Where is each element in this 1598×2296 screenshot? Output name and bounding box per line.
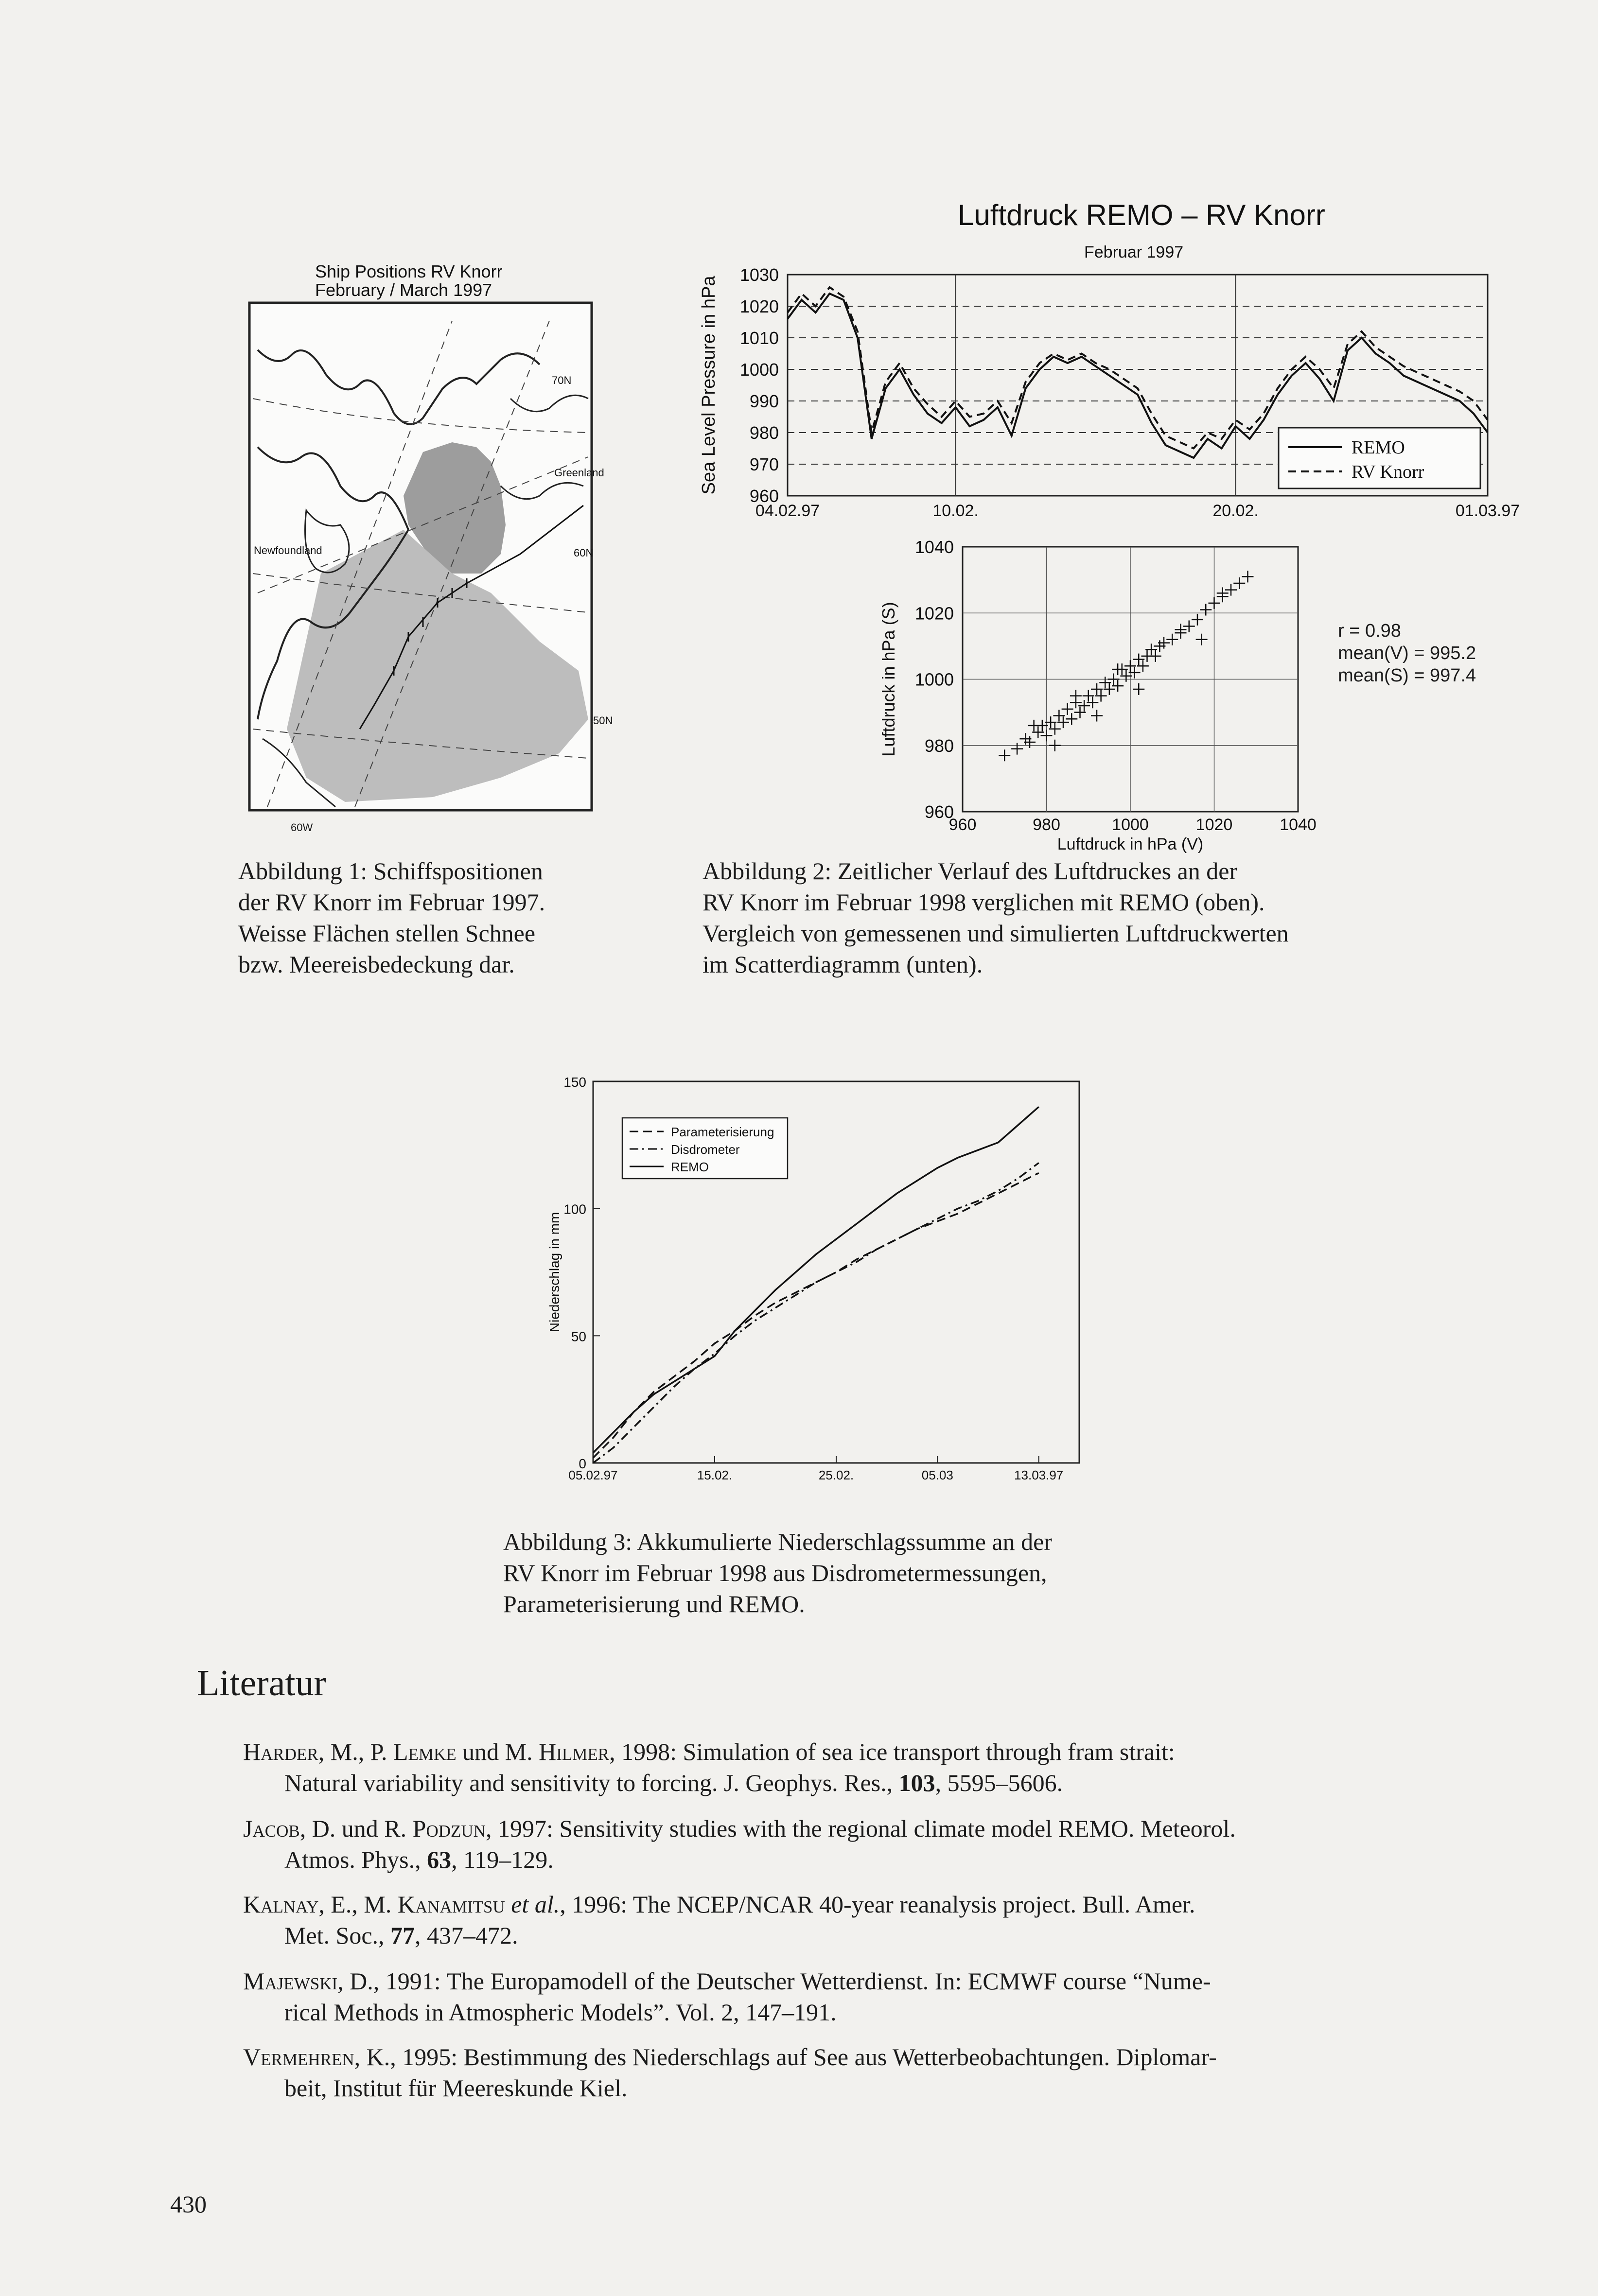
y-axis-label: Luftdruck in hPa (S) — [878, 602, 898, 757]
page-number: 430 — [170, 2191, 207, 2218]
figure2-subtitle: Februar 1997 — [1084, 243, 1184, 261]
reference-majewski — [243, 1966, 1463, 2028]
y-axis-label: Niederschlag in mm — [547, 1212, 562, 1333]
figure2-title: Luftdruck REMO – RV Knorr — [958, 199, 1325, 231]
ref-text: , 1998: Simulation of sea ice transport through fram strait: — [609, 1738, 1175, 1765]
ref-text: Atmos. Phys., — [284, 1846, 427, 1873]
legend-label-remo: REMO — [1352, 437, 1405, 458]
figure3-caption — [503, 1526, 1232, 1619]
x-tick-label: 05.03 — [921, 1468, 953, 1482]
y-tick-label: 1020 — [914, 603, 954, 624]
scatter-point — [1192, 614, 1203, 626]
literature-heading: Literatur — [197, 1663, 326, 1704]
caption-line: Vergleich von gemessenen und simulierten Luftdruckwerten — [702, 920, 1289, 947]
y-tick-label: 970 — [749, 454, 779, 474]
figure1-title — [315, 262, 503, 299]
precipitation-chart — [520, 1069, 1104, 1507]
ref-text: , 1996: The NCEP/NCAR 40-year reanalysis project. Bull. Amer. — [560, 1891, 1195, 1918]
y-tick-label: 100 — [563, 1201, 586, 1217]
caption-line: Abbildung 1: Schiffspositionen — [238, 857, 543, 885]
author: Jacob — [243, 1815, 300, 1842]
x-tick-label: 1000 — [1112, 816, 1149, 834]
scatter-point — [1233, 577, 1245, 589]
y-tick-label: 1020 — [739, 296, 779, 316]
scatter-point — [1242, 571, 1254, 582]
y-tick-label: 1010 — [739, 328, 779, 348]
label-newfoundland: Newfoundland — [254, 544, 322, 557]
scatter-point — [1091, 710, 1103, 721]
reference-vermehren — [243, 2041, 1463, 2104]
ref-text: , 437–472. — [415, 1922, 518, 1949]
scatter-point — [1049, 740, 1061, 751]
y-tick-label: 960 — [749, 486, 779, 506]
y-tick-label: 1000 — [914, 669, 954, 690]
caption-line: im Scatterdiagramm (unten). — [702, 951, 983, 978]
figure1-caption — [238, 855, 627, 980]
caption-line: RV Knorr im Februar 1998 aus Disdrometermessungen, — [503, 1559, 1047, 1586]
ref-text: Natural variability and sensitivity to forcing. J. Geophys. Res., — [284, 1769, 899, 1796]
label-50n: 50N — [593, 714, 613, 727]
ref-text: rical Methods in Atmospheric Models”. Vol. 2, 147–191. — [284, 1999, 837, 2026]
caption-line: Parameterisierung und REMO. — [503, 1590, 805, 1618]
ship-position-map — [248, 301, 613, 812]
scatter-point — [1062, 703, 1073, 715]
x-tick-label: 960 — [948, 816, 977, 834]
x-tick-label: 13.03.97 — [1014, 1468, 1064, 1482]
ref-text: , D., 1991: The Europamodell of the Deutscher Wetterdienst. In: ECMWF course “Nume- — [337, 1967, 1211, 1995]
x-tick-label: 20.02. — [1212, 502, 1259, 520]
y-tick-label: 1030 — [739, 265, 779, 285]
ref-text: , 5595–5606. — [935, 1769, 1063, 1796]
author: Majewski — [243, 1967, 338, 1995]
y-axis-label: Sea Level Pressure in hPa — [699, 276, 719, 495]
ref-volume: 63 — [427, 1846, 452, 1873]
legend-label-knorr: RV Knorr — [1352, 462, 1424, 482]
caption-line: RV Knorr im Februar 1998 verglichen mit REMO (oben). — [702, 888, 1265, 916]
scatter-point — [1200, 604, 1212, 615]
scatter-stats — [1338, 620, 1476, 687]
scatter-point — [1011, 743, 1023, 755]
series-line-disdrometer — [593, 1163, 1039, 1463]
scatter-point — [1196, 634, 1208, 645]
ref-etal: et al. — [511, 1891, 560, 1918]
ref-text: , 1997: Sensitivity studies with the regional climate model REMO. Meteorol. — [485, 1815, 1236, 1842]
legend-label: REMO — [671, 1160, 709, 1174]
author: Harder — [243, 1738, 318, 1765]
y-tick-label: 980 — [924, 735, 954, 756]
y-tick-label: 150 — [563, 1075, 586, 1090]
y-tick-label: 980 — [749, 423, 779, 443]
figure1-title-line2: February / March 1997 — [315, 280, 492, 300]
label-greenland: Greenland — [554, 467, 604, 479]
scatter-point — [1175, 624, 1187, 635]
series-line-rv-knorr — [788, 287, 1488, 449]
y-tick-label: 50 — [571, 1329, 586, 1344]
author: Kalnay — [243, 1891, 319, 1918]
ref-volume: 103 — [898, 1769, 935, 1796]
scatter-point — [1209, 597, 1220, 609]
scatter-point — [1166, 634, 1178, 645]
stats-mean-v: mean(V) = 995.2 — [1338, 643, 1476, 663]
x-tick-label: 15.02. — [697, 1468, 733, 1482]
x-tick-label: 01.03.97 — [1455, 502, 1520, 520]
caption-line: der RV Knorr im Februar 1997. — [238, 888, 545, 916]
pressure-scatter-chart — [865, 539, 1332, 860]
scatter-point — [1183, 621, 1195, 632]
y-tick-label: 1000 — [739, 360, 779, 380]
scatter-point — [1217, 587, 1229, 599]
author: Hilmer — [539, 1738, 610, 1765]
pressure-timeseries-chart — [676, 253, 1531, 535]
scatter-point — [1066, 713, 1077, 725]
x-tick-label: 05.02.97 — [568, 1468, 618, 1482]
scatter-point — [1133, 683, 1144, 695]
x-tick-label: 1040 — [1280, 816, 1317, 834]
figure2-caption — [702, 855, 1480, 980]
y-tick-label: 1040 — [914, 537, 954, 557]
reference-harder — [243, 1736, 1463, 1798]
scatter-point — [1225, 584, 1237, 596]
author: Podzun — [412, 1815, 486, 1842]
scatter-point — [999, 749, 1010, 761]
author: Kanamitsu — [397, 1891, 505, 1918]
x-tick-label: 25.02. — [818, 1468, 854, 1482]
ref-text: , M., P. — [318, 1738, 393, 1765]
ref-text: , K., 1995: Bestimmung des Niederschlags auf See aus Wetterbeobachtungen. Diplomar- — [354, 2043, 1217, 2070]
legend-label: Parameterisierung — [671, 1125, 774, 1139]
reference-jacob — [243, 1813, 1463, 1875]
stats-mean-s: mean(S) = 997.4 — [1338, 665, 1476, 686]
label-60w: 60W — [291, 821, 313, 834]
scatter-point — [1070, 690, 1082, 702]
ref-text: , D. und R. — [299, 1815, 413, 1842]
x-tick-label: 1020 — [1195, 816, 1233, 834]
y-tick-label: 990 — [749, 391, 779, 411]
ref-volume: 77 — [390, 1922, 415, 1949]
reference-kalnay — [243, 1889, 1463, 1951]
author: Vermehren — [243, 2043, 354, 2070]
y-tick-label: 0 — [579, 1456, 586, 1471]
x-tick-label: 980 — [1033, 816, 1060, 834]
legend-label: Disdrometer — [671, 1142, 740, 1157]
ref-text: , E., M. — [318, 1891, 398, 1918]
caption-line: bzw. Meereisbedeckung dar. — [238, 951, 515, 978]
ref-text: Met. Soc., — [284, 1922, 391, 1949]
caption-line: Abbildung 3: Akkumulierte Niederschlagssumme an der — [503, 1528, 1052, 1555]
scatter-point — [1041, 730, 1053, 741]
ref-text: beit, Institut für Meereskunde Kiel. — [284, 2074, 628, 2102]
ref-text: , 119–129. — [451, 1846, 554, 1873]
series-line-parameterisierung — [593, 1173, 1039, 1458]
x-axis-label: Luftdruck in hPa (V) — [1057, 835, 1204, 853]
x-tick-label: 10.02. — [932, 502, 979, 520]
label-60n: 60N — [574, 547, 594, 559]
y-tick-label: 960 — [924, 802, 954, 822]
ref-text: und M. — [456, 1738, 539, 1765]
stats-r: r = 0.98 — [1338, 621, 1401, 641]
figure1-title-line1: Ship Positions RV Knorr — [315, 261, 503, 281]
label-70n: 70N — [552, 374, 572, 386]
x-tick-label: 04.02.97 — [755, 502, 820, 520]
caption-line: Weisse Flächen stellen Schnee — [238, 920, 536, 947]
author: Lemke — [393, 1738, 457, 1765]
caption-line: Abbildung 2: Zeitlicher Verlauf des Luftdruckes an der — [702, 857, 1238, 885]
